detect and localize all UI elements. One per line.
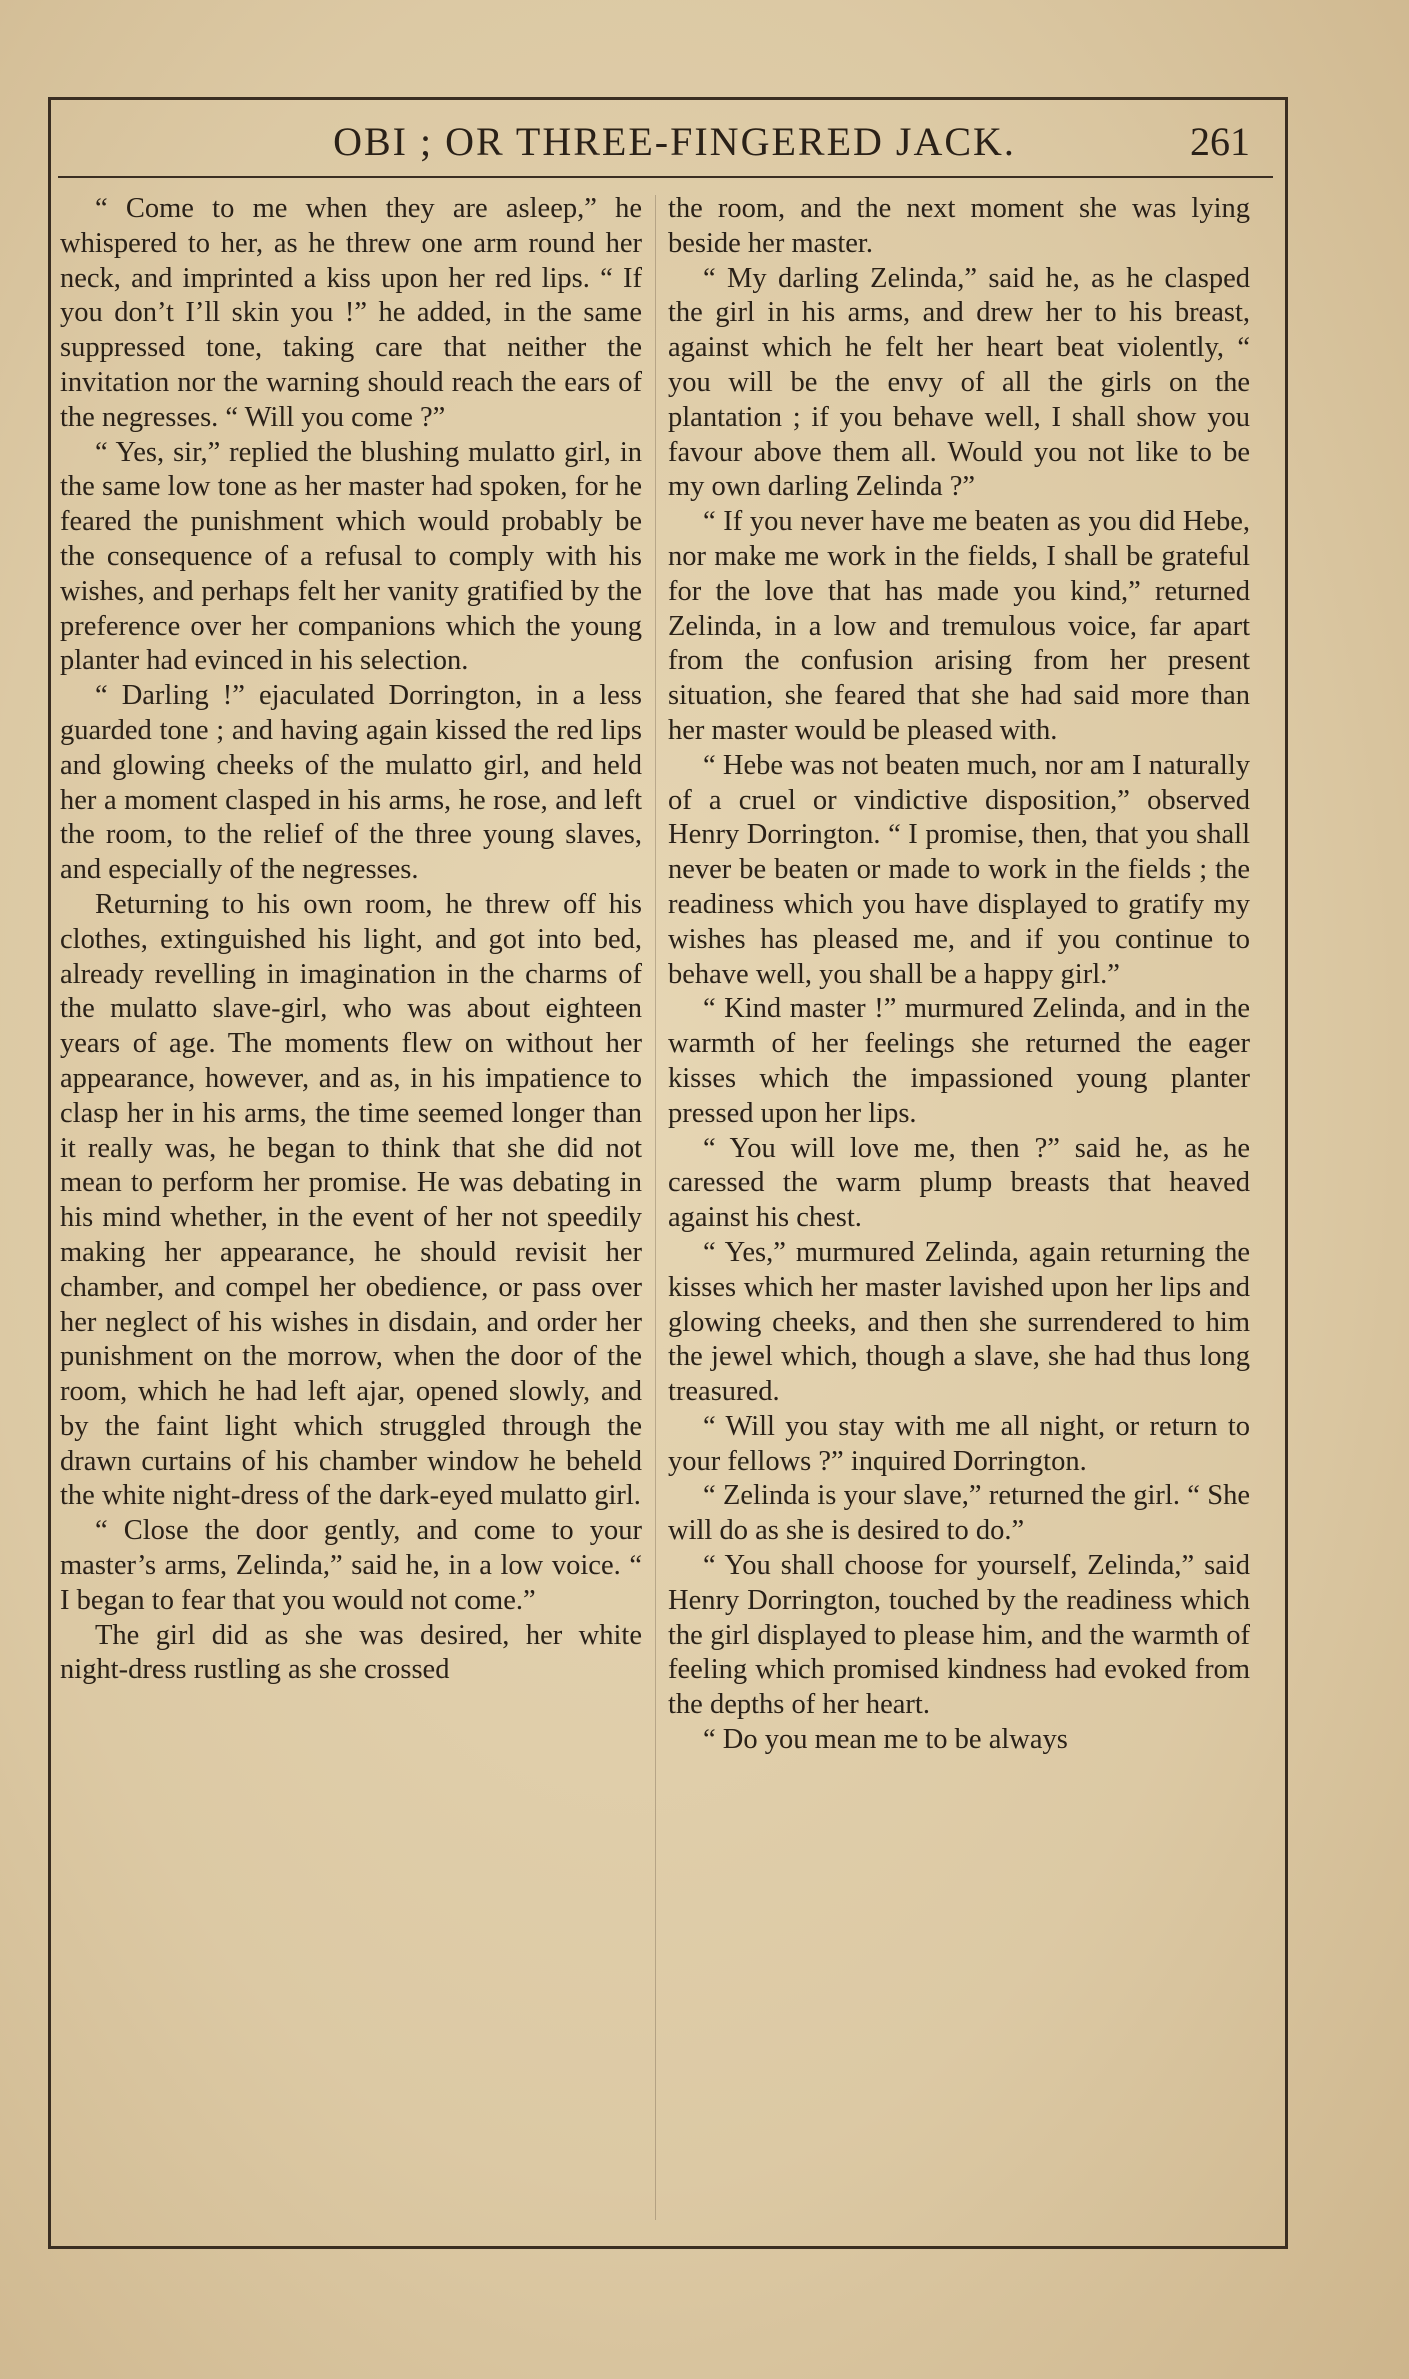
paragraph: “ Come to me when they are asleep,” he whispered to her, as he threw one arm round her neck, and imprinted a kiss upon her red lips. “ If you don’t I’ll skin you !” he added, in the same suppressed tone, taking care that neither the invitation nor the warning should reach the ears of the negresses. “ Will you come ?” (60, 193, 642, 433)
page-number: 261 (1190, 119, 1250, 164)
column-divider (655, 195, 656, 2220)
paragraph: “ Yes,” murmured Zelinda, again returning the kisses which her master lavished upon her lips and glowing cheeks, and then she surrendered to him the jewel which, though a slave, she had thus long treasured. (668, 1236, 1250, 1408)
paragraph-continued: the room, and the next moment she was lying beside her master. (668, 193, 1250, 259)
paragraph: “ You shall choose for yourself, Zelinda,” said Henry Dorrington, touched by the readiness which the girl displayed to please him, and the warmth of feeling which promised kindness had evoked from the depths of her heart. (668, 1550, 1250, 1721)
running-header-title: OBI ; OR THREE-FINGERED JACK. (333, 119, 1016, 164)
paragraph: “ If you never have me beaten as you did Hebe, nor make me work in the fields, I shall be grateful for the love that has made you kind,” returned Zelinda, in a low and tremulous voice, far apart from the confusion arising from her present situation, she feared that she had said more than her master would be pleased with. (668, 506, 1250, 746)
left-border-rule (48, 97, 51, 2247)
right-border-rule (1285, 97, 1288, 2247)
right-text-column (668, 192, 1250, 1758)
paragraph: “ Do you mean me to be always (703, 1724, 1068, 1756)
paragraph: “ Will you stay with me all night, or return to your fellows ?” inquired Dorrington. (668, 1410, 1250, 1477)
paragraph: “ Zelinda is your slave,” returned the girl. “ She will do as she is desired to do.” (668, 1480, 1250, 1547)
header-rule (58, 176, 1273, 178)
paragraph: “ Close the door gently, and come to your master’s arms, Zelinda,” said he, in a low voice. “ I began to fear that you would not come.” (60, 1515, 642, 1616)
paragraph: “ Kind master !” murmured Zelinda, and in the warmth of her feelings she returned the eager kisses which the impassioned young planter pressed upon her lips. (668, 993, 1250, 1129)
paragraph: “ You will love me, then ?” said he, as he caressed the warm plump breasts that heaved against his chest. (668, 1132, 1250, 1234)
bottom-border-rule (48, 2246, 1288, 2249)
paragraph: “ My darling Zelinda,” said he, as he clasped the girl in his arms, and drew her to his breast, against which he felt her heart beat violently, “ you will be the envy of all the girls on the plantation ; if you behave well, I shall show you favour above them all. Would you not like to be my own darling Zelinda ?” (668, 262, 1250, 503)
paragraph: “ Hebe was not beaten much, nor am I naturally of a cruel or vindictive disposition,” observed Henry Dorrington. “ I promise, then, that you shall never be beaten or made to work in the fields ; the readiness which you have displayed to gratify my wishes has pleased me, and if you continue to behave well, you shall be a happy girl.” (668, 749, 1250, 990)
paragraph: Returning to his own room, he threw off his clothes, extinguished his light, and got into bed, already revelling in imagination in the charms of the mulatto slave-girl, who was about eighteen years of age. The moments flew on without her appearance, however, and as, in his impatience to clasp her in his arms, the time seemed longer than it really was, he began to think that she did not mean to perform her promise. He was debating in his mind whether, in the event of her not speedily making her appearance, he should revisit her chamber, and compel her obedience, or pass over her neglect of his wishes in disdain, and order her punishment on the morrow, when the door of the room, which he had left ajar, opened slowly, and by the faint light which struggled through the drawn curtains of his chamber window he beheld the white night-dress of the dark-eyed mulatto girl. (60, 888, 642, 1512)
paragraph: “ Yes, sir,” replied the blushing mulatto girl, in the same low tone as her master had spoken, for he feared the punishment which would probably be the consequence of a refusal to comply with his wishes, and perhaps felt her vanity gratified by the preference over her companions which the young planter had evinced in his selection. (60, 436, 642, 677)
left-text-column (60, 192, 642, 1688)
top-border-rule (48, 97, 1288, 100)
paragraph: The girl did as she was desired, her white night-dress rustling as she crossed (60, 1619, 642, 1686)
paragraph: “ Darling !” ejaculated Dorrington, in a less guarded tone ; and having again kissed the red lips and glowing cheeks of the mulatto girl, and held her a moment clasped in his arms, he rose, and left the room, to the relief of the three young slaves, and especially of the negresses. (60, 680, 642, 886)
